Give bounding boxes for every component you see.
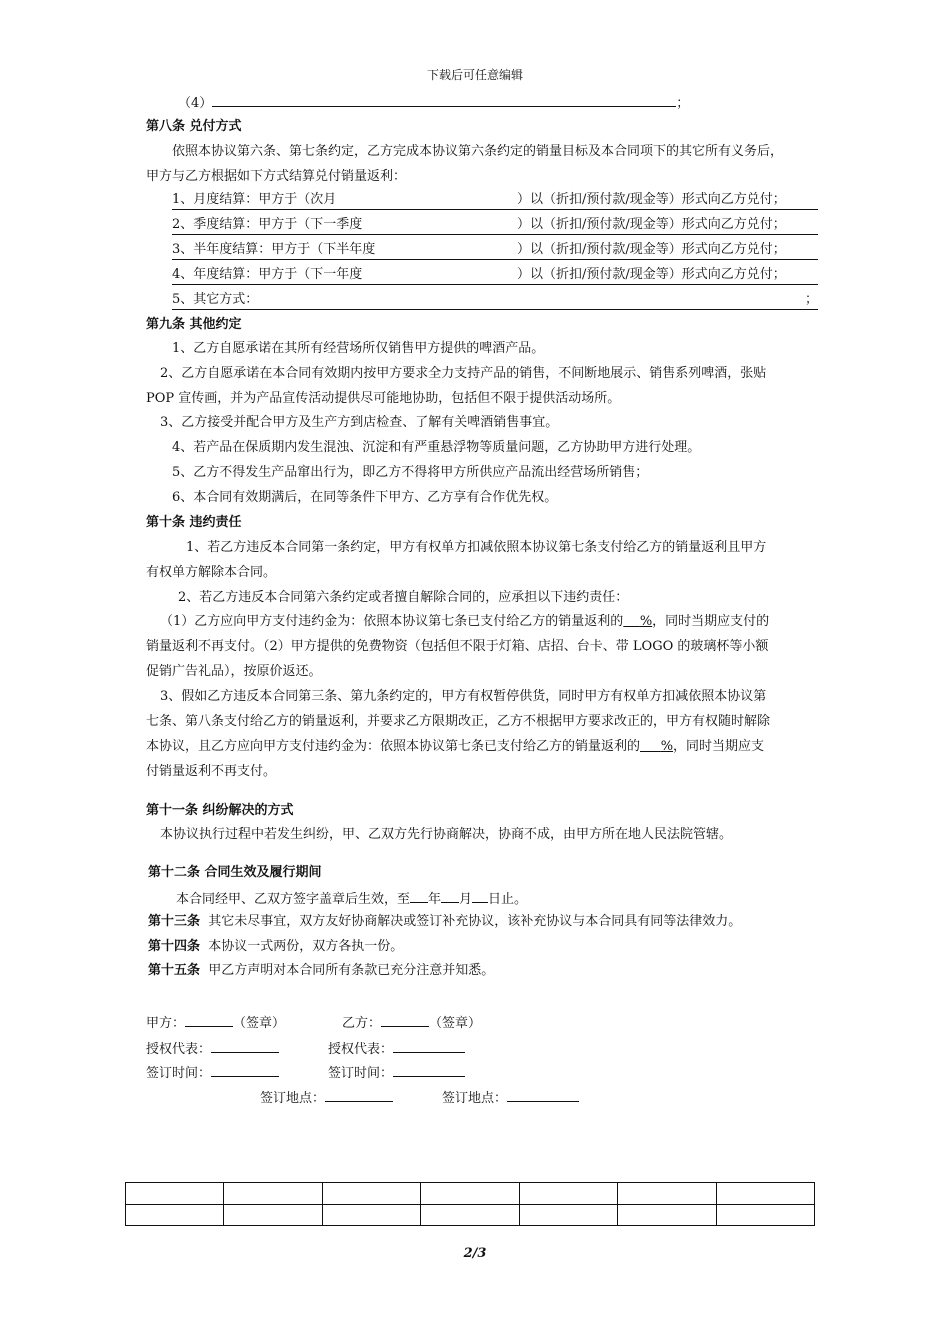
table-cell[interactable] xyxy=(421,1204,519,1226)
article-9-item-3: 3、乙方接受并配合甲方及生产方到店检查、了解有关啤酒销售事宜。 xyxy=(160,415,559,430)
representative-label: 授权代表： xyxy=(328,1042,394,1057)
party-a-representative-blank[interactable] xyxy=(211,1038,279,1053)
month-blank[interactable] xyxy=(441,888,459,903)
party-b-label: 乙方： xyxy=(342,1016,382,1031)
article-10-item-3a: 3、假如乙方违反本合同第三条、第九条约定的，甲方有权暂停供货，同时甲方有权单方扣减依照本协议第 xyxy=(160,689,767,704)
article-9-item-4: 4、若产品在保质期内发生混浊、沉淀和有严重悬浮物等质量问题，乙方协助甲方进行处理。 xyxy=(172,440,701,455)
table-cell[interactable] xyxy=(322,1183,420,1205)
article-14-title: 第十四条 xyxy=(148,939,201,954)
settlement-terms: ）以（折扣/预付款/现金等）形式向乙方兑付； xyxy=(517,192,786,207)
party-a-signature xyxy=(146,1012,285,1033)
party-a-place-blank[interactable] xyxy=(325,1087,393,1102)
party-a-label: 甲方： xyxy=(146,1016,186,1031)
table-cell[interactable] xyxy=(421,1183,519,1205)
party-b-place-blank[interactable] xyxy=(507,1087,579,1102)
article-9-item-1: 1、乙方自愿承诺在其所有经营场所仅销售甲方提供的啤酒产品。 xyxy=(172,341,545,356)
settlement-label: 2、季度结算：甲方于（下一季度 xyxy=(172,217,363,232)
party-b-representative xyxy=(328,1038,465,1059)
article-12-text xyxy=(176,888,527,909)
table-cell[interactable] xyxy=(618,1204,716,1226)
party-b-sign-place xyxy=(442,1087,579,1108)
settlement-row-monthly xyxy=(172,191,818,210)
item-4-line xyxy=(178,92,689,113)
article-10-item-2-1c: 促销广告礼品），按原价返还。 xyxy=(146,664,322,679)
penalty-text-cont: ，同时当期应支 xyxy=(673,739,765,754)
percent-sign: % xyxy=(639,614,653,629)
settlement-end: ； xyxy=(804,292,818,307)
party-a-sign-place xyxy=(260,1087,393,1108)
article-15-title: 第十五条 xyxy=(148,963,201,978)
table-row xyxy=(126,1183,815,1205)
party-b-sign-time xyxy=(328,1062,465,1083)
page-header: 下载后可任意编辑 xyxy=(426,68,523,82)
settlement-label: 4、年度结算：甲方于（下一年度 xyxy=(172,267,363,282)
party-b-signature xyxy=(342,1012,481,1033)
settlement-row-quarterly xyxy=(172,216,818,235)
representative-label: 授权代表： xyxy=(146,1042,212,1057)
party-b-blank[interactable] xyxy=(381,1012,429,1027)
year-blank[interactable] xyxy=(410,888,428,903)
day-blank[interactable] xyxy=(472,888,488,903)
page-number: 2/3 xyxy=(463,1246,487,1261)
settlement-label: 5、其它方式： xyxy=(172,292,259,307)
year-label: 年 xyxy=(428,892,442,907)
settlement-terms: ）以（折扣/预付款/现金等）形式向乙方兑付； xyxy=(517,267,786,282)
article-14-text: 本协议一式两份，双方各执一份。 xyxy=(208,939,404,954)
table-cell[interactable] xyxy=(126,1204,224,1226)
table-cell[interactable] xyxy=(224,1204,322,1226)
table-cell[interactable] xyxy=(716,1183,814,1205)
party-a-blank[interactable] xyxy=(185,1012,233,1027)
article-10-item-2: 2、若乙方违反本合同第六条约定或者擅自解除合同的，应承担以下违约责任： xyxy=(178,590,629,605)
article-8-para-1b: 甲方与乙方根据如下方式结算兑付销量返利： xyxy=(146,169,407,184)
article-14 xyxy=(148,938,403,956)
article-8-para-1a: 依照本协议第六条、第七条约定，乙方完成本协议第六条约定的销量目标及本合同项下的其它所有义务后， xyxy=(172,144,784,159)
article-9-title: 第九条 其他约定 xyxy=(146,317,242,332)
settlement-row-half-year xyxy=(172,241,818,260)
party-a-time-blank[interactable] xyxy=(211,1062,279,1077)
settlement-label: 1、月度结算：甲方于（次月 xyxy=(172,192,337,207)
validity-text: 本合同经甲、乙双方签字盖章后生效，至 xyxy=(176,892,411,907)
seal-label: （签章） xyxy=(233,1016,286,1031)
month-label: 月 xyxy=(459,892,473,907)
settlement-terms: ）以（折扣/预付款/现金等）形式向乙方兑付； xyxy=(517,217,786,232)
seal-label: （签章） xyxy=(429,1016,482,1031)
table-cell[interactable] xyxy=(224,1183,322,1205)
article-13-title: 第十三条 xyxy=(148,914,201,929)
day-label: 日止。 xyxy=(488,892,528,907)
article-9-item-5: 5、乙方不得发生产品窜出行为，即乙方不得将甲方所供应产品流出经营场所销售； xyxy=(172,465,649,480)
sign-place-label: 签订地点： xyxy=(442,1091,508,1106)
article-10-item-2-1a xyxy=(160,613,769,631)
article-10-item-3c xyxy=(146,738,764,756)
settlement-row-yearly xyxy=(172,266,818,285)
settlement-row-other xyxy=(172,291,818,310)
article-11-text: 本协议执行过程中若发生纠纷，甲、乙双方先行协商解决，协商不成，由甲方所在地人民法院管辖。 xyxy=(160,827,733,842)
penalty-percent-blank[interactable] xyxy=(640,739,673,754)
sign-time-label: 签订时间： xyxy=(146,1066,212,1081)
party-b-time-blank[interactable] xyxy=(393,1062,465,1077)
article-11-title: 第十一条 纠纷解决的方式 xyxy=(146,803,294,818)
penalty-text: 本协议，且乙方应向甲方支付违约金为：依照本协议第七条已支付给乙方的销量返利的 xyxy=(146,739,641,754)
table-row xyxy=(126,1204,815,1226)
settlement-terms: ）以（折扣/预付款/现金等）形式向乙方兑付； xyxy=(517,242,786,257)
table-cell[interactable] xyxy=(519,1183,617,1205)
penalty-text: （1）乙方应向甲方支付违约金为：依照本协议第七条已支付给乙方的销量返利的 xyxy=(160,614,624,629)
article-9-item-2b: POP 宣传画，并为产品宣传活动提供尽可能地协助，包括但不限于提供活动场所。 xyxy=(146,391,621,406)
party-a-representative xyxy=(146,1038,279,1059)
penalty-text-cont: ，同时当期应支付的 xyxy=(652,614,770,629)
table-cell[interactable] xyxy=(618,1183,716,1205)
party-a-sign-time xyxy=(146,1062,279,1083)
article-10-item-2-1b: 销量返利不再支付。（2）甲方提供的免费物资（包括但不限于灯箱、店招、台卡、带 LOGO 的玻璃杯等小额 xyxy=(146,639,769,654)
percent-sign: % xyxy=(660,739,674,754)
article-10-item-3d: 付销量返利不再支付。 xyxy=(146,764,277,779)
item-4-end: ； xyxy=(676,96,690,111)
article-8-title: 第八条 兑付方式 xyxy=(146,119,242,134)
article-10-item-3b: 七条、第八条支付给乙方的销量返利，并要求乙方限期改正，乙方不根据甲方要求改正的，甲方有权随时解除 xyxy=(146,714,771,729)
blank-line xyxy=(212,92,676,107)
article-10-item-1a: 1、若乙方违反本合同第一条约定，甲方有权单方扣减依照本协议第七条支付给乙方的销量返利且甲方 xyxy=(186,540,767,555)
article-9-item-6: 6、本合同有效期满后，在同等条件下甲方、乙方享有合作优先权。 xyxy=(172,490,558,505)
party-b-representative-blank[interactable] xyxy=(393,1038,465,1053)
article-10-item-1b: 有权单方解除本合同。 xyxy=(146,565,277,580)
article-15 xyxy=(148,962,494,980)
item-4-label: （4） xyxy=(178,96,213,111)
article-13-text: 其它未尽事宜，双方友好协商解决或签订补充协议，该补充协议与本合同具有同等法律效力。 xyxy=(208,914,742,929)
article-13 xyxy=(148,913,741,931)
sign-place-label: 签订地点： xyxy=(260,1091,326,1106)
footer-table xyxy=(125,1182,815,1226)
table-cell[interactable] xyxy=(322,1204,420,1226)
table-cell[interactable] xyxy=(126,1183,224,1205)
table-cell[interactable] xyxy=(519,1204,617,1226)
article-9-item-2a: 2、乙方自愿承诺在本合同有效期内按甲方要求全力支持产品的销售，不间断地展示、销售系列啤酒，张贴 xyxy=(160,366,767,381)
article-12-title: 第十二条 合同生效及履行期间 xyxy=(148,865,322,880)
penalty-percent-blank[interactable] xyxy=(623,614,652,629)
article-10-title: 第十条 违约责任 xyxy=(146,515,242,530)
sign-time-label: 签订时间： xyxy=(328,1066,394,1081)
settlement-label: 3、半年度结算：甲方于（下半年度 xyxy=(172,242,376,257)
article-15-text: 甲乙方声明对本合同所有条款已充分注意并知悉。 xyxy=(208,963,495,978)
table-cell[interactable] xyxy=(716,1204,814,1226)
